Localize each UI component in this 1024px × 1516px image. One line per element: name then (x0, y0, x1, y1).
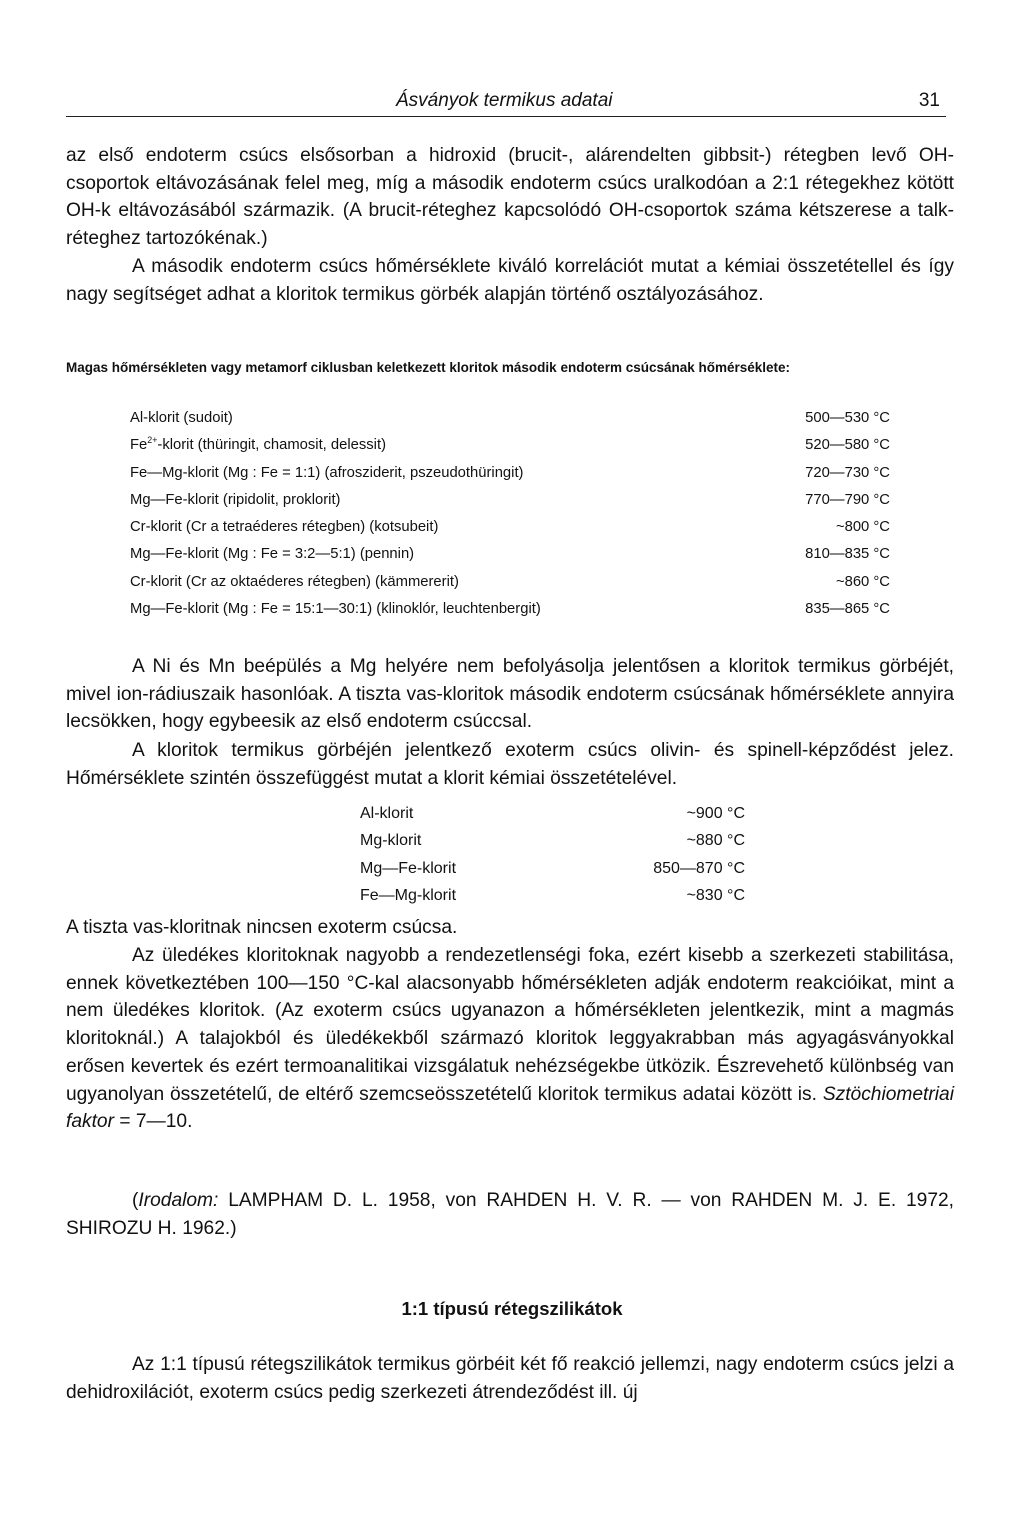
references-text: LAMPHAM D. L. 1958, von RAHDEN H. V. R. — von RAHDEN M. J. E. 1972, SHIROZU H. 1962.) (66, 1190, 954, 1239)
running-header (66, 90, 946, 118)
temperature-value: 520—580 °C (805, 437, 890, 454)
temperature-value: 850—870 °C (653, 859, 745, 877)
paragraph-6-end: = 7—10. (114, 1111, 193, 1133)
temperature-value: ~800 °C (835, 519, 890, 536)
table1-caption: Magas hőmérsékleten vagy metamorf ciklusban keletkezett kloritok második endoterm csúcsának hőmérséklete: (66, 360, 791, 375)
page-number: 31 (918, 90, 940, 111)
section-heading: 1:1 típusú rétegszilikátok (401, 1298, 623, 1319)
table-row (360, 887, 745, 914)
table-row (130, 574, 890, 601)
temperature-value: ~900 °C (686, 805, 745, 822)
header-rule (66, 116, 946, 117)
table-row (360, 860, 745, 887)
paragraph-2: A második endoterm csúcs hőmérséklete kiváló korrelációt mutat a kémiai összetétellel és így nagy segítséget adhat a kloritok termikus görbék alapján történő osztályozásához. (66, 256, 954, 305)
running-title: Ásványok termikus adatai (396, 90, 613, 111)
paragraph-6 (66, 942, 954, 1136)
mineral-name: Fe—Mg-klorit (360, 886, 457, 904)
mineral-name: Al-klorit (sudoit) (130, 410, 233, 426)
mineral-name: Mg—Fe-klorit (Mg : Fe = 15:1—30:1) (klinoklór, leuchtenbergit) (130, 601, 541, 618)
table-row (130, 465, 890, 492)
table-row (130, 437, 890, 464)
mineral-name: Mg-klorit (360, 832, 422, 850)
paragraph-4: A kloritok termikus görbéjén jelentkező exoterm csúcs olivin- és spinell-képződést jelez. Hőmérséklete szintén összefüggést mutat a klorit kémiai összetételével. (66, 740, 954, 789)
endotherm-temperature-table (130, 410, 890, 628)
name-prefix: Fe (130, 437, 148, 454)
table-row (360, 832, 745, 859)
paragraph-3: A Ni és Mn beépülés a Mg helyére nem befolyásolja jelentősen a kloritok termikus görbéjét, mivel ion-rádiuszaik hasonlóak. A tiszta vas-kloritok második endoterm csúcsának hőmérséklete annyira lecsökken, hogy egybeesik az első endoterm csúccsal. (66, 656, 954, 733)
table-row (130, 410, 890, 437)
paragraph-6-text: Az üledékes kloritoknak nagyobb a rendezetlenségi foka, ezért kisebb a szerkezeti stabilitása, ennek következtében 100—150 °C-kal alacsonyabb hőmérsékleten adják endoterm reakcióikat, mint a nem üledékes kloritok. (Az exoterm csúcs ugyanazon a hőmérsékleten jelentkezik, mint a magmás kloritoknál.) A talajokból és üledékekből származó kloritok leggyakrabban más agyagásványokkal erősen kevertek és ezért termoanalitikai vizsgálatuk nehézségekbe ütközik. Észrevehető különbség van ugyanolyan összetételű, de eltérő szemcseösszetételű kloritok termikus adatai között is. (66, 945, 954, 1105)
references (66, 1187, 954, 1242)
mineral-name: Fe—Mg-klorit (Mg : Fe = 1:1) (afrosziderit, pszeudothüringit) (130, 464, 524, 481)
exotherm-temperature-table (360, 805, 745, 914)
paragraph-8: Az 1:1 típusú rétegszilikátok termikus görbéit két fő reakció jellemzi, nagy endoterm csúcs jelzi a dehidroxilációt, exoterm csúcs pedig szerkezeti átrendeződést ill. új (66, 1354, 954, 1403)
temperature-value: 720—730 °C (805, 464, 890, 481)
table-row (130, 601, 890, 628)
table-row (130, 492, 890, 519)
table-row (360, 805, 745, 832)
italic-term: Sztöchiometriai faktor (66, 1083, 954, 1133)
temperature-value: ~880 °C (686, 832, 745, 850)
paragraph-1: az első endoterm csúcs elsősorban a hidroxid (brucit-, alárendelten gibbsit-) rétegben levő OH-csoportok eltávozásának felel meg, míg a második endoterm csúcs uralkodóan a 2:1 rétegekhez kötött OH-k eltávozásából származik. (A brucit-réteghez kapcsolódó OH-csoportok száma kétszerese a talk-réteghez tartozókénak.) (66, 145, 954, 250)
mineral-name: Mg—Fe-klorit (360, 859, 457, 877)
mineral-name (130, 437, 755, 464)
table-row (130, 546, 890, 573)
references-label: Irodalom: (138, 1190, 219, 1211)
table-row (130, 519, 890, 546)
temperature-value: 810—835 °C (805, 546, 890, 563)
temperature-value: ~830 °C (686, 886, 745, 904)
mineral-name: Cr-klorit (Cr az oktaéderes rétegben) (kämmererit) (130, 573, 459, 590)
temperature-value: 770—790 °C (805, 491, 890, 508)
mineral-name: Cr-klorit (Cr a tetraéderes rétegben) (kotsubeit) (130, 519, 439, 536)
ion-charge: 2+ (147, 435, 158, 446)
mineral-name: Mg—Fe-klorit (Mg : Fe = 3:2—5:1) (pennin) (130, 546, 415, 563)
mineral-name: Al-klorit (360, 805, 414, 822)
name-suffix: -klorit (thüringit, chamosit, delessit) (157, 437, 387, 454)
mineral-name: Mg—Fe-klorit (ripidolit, proklorit) (130, 491, 341, 508)
references-open: ( (132, 1190, 139, 1211)
temperature-value: ~860 °C (835, 573, 890, 590)
temperature-value: 835—865 °C (805, 601, 890, 618)
paragraph-5: A tiszta vas-kloritnak nincsen exoterm csúcsa. (66, 917, 458, 938)
temperature-value: 500—530 °C (805, 410, 890, 426)
